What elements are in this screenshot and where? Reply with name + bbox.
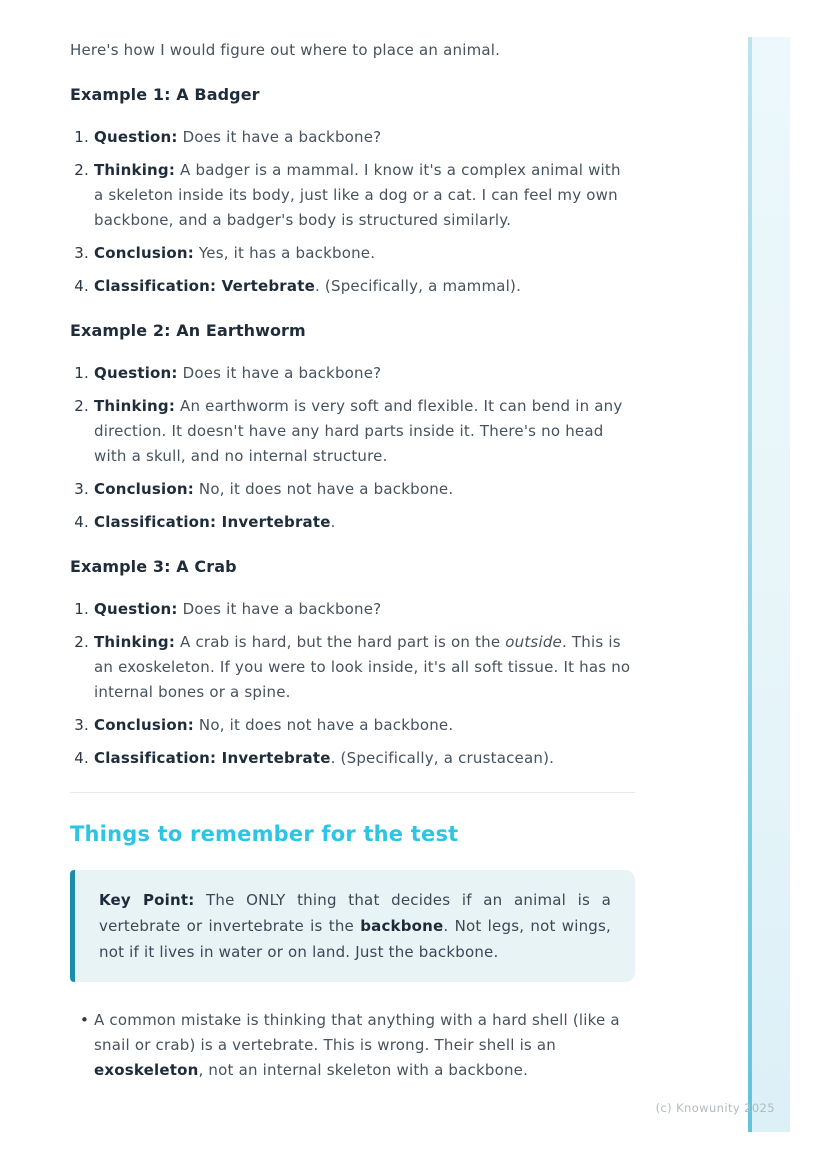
bullet-dot: • [80, 1011, 90, 1029]
list-item-text [94, 630, 635, 705]
example-steps-list [70, 597, 635, 771]
list-item [70, 746, 635, 771]
text: A badger is a mammal. I know it's a complex animal with a skeleton inside its body, just like a dog or a cat. I can feel my own backbone, and a badger's body is structured similarly. [94, 161, 621, 229]
list-item-text [94, 241, 375, 266]
list-item-text [94, 158, 635, 233]
list-item [70, 394, 635, 469]
list-item-text [94, 477, 453, 502]
text: The ONLY thing that decides if an animal is a vertebrate or invertebrate is the [99, 891, 611, 935]
bold-text: Conclusion: [94, 244, 194, 262]
text: Does it have a backbone? [177, 600, 382, 618]
text: , not an internal skeleton with a backbone. [198, 1061, 529, 1079]
list-item [70, 125, 635, 150]
list-item-text [94, 361, 381, 386]
text: . (Specifically, a mammal). [314, 277, 522, 295]
list-item-text [94, 125, 381, 150]
text: . This is an exoskeleton. If you were to look inside, it's all soft tissue. It has no internal bones or a spine. [94, 633, 631, 701]
text: No, it does not have a backbone. [193, 480, 454, 498]
text: An earthworm is very soft and flexible. It can bend in any direction. It doesn't have any hard parts inside it. There's no head with a skull, and no internal structure. [94, 397, 623, 465]
list-item [70, 630, 635, 705]
list-item [70, 241, 635, 266]
list-item [70, 274, 635, 299]
text: Does it have a backbone? [177, 128, 382, 146]
bold-text: Thinking: [94, 633, 176, 651]
bold-text: Thinking: [94, 161, 176, 179]
bold-text: Classification: Invertebrate [94, 513, 331, 531]
list-item-number: 2. [74, 397, 89, 415]
list-item [70, 597, 635, 622]
list-item-number: 3. [74, 716, 89, 734]
list-item-number: 3. [74, 244, 89, 262]
examples-container [70, 83, 635, 771]
bold-text: Question: [94, 600, 178, 618]
list-item [70, 361, 635, 386]
example-steps-list [70, 361, 635, 535]
list-item [70, 477, 635, 502]
text: Yes, it has a backbone. [193, 244, 376, 262]
italic-text: outside [505, 633, 562, 651]
key-point-callout [70, 870, 635, 982]
example-steps-list [70, 125, 635, 299]
copyright-footer: (c) Knowunity 2025 [655, 1101, 775, 1115]
text: No, it does not have a backbone. [193, 716, 454, 734]
bold-text: Thinking: [94, 397, 176, 415]
page-content [70, 0, 635, 1091]
list-item-number: 1. [74, 364, 89, 382]
bold-text: Classification: Vertebrate [94, 277, 315, 295]
list-item-text [94, 597, 381, 622]
bold-text: Key Point: [99, 891, 195, 909]
bullet-text [94, 1008, 635, 1083]
bold-text: Question: [94, 128, 178, 146]
example-heading: Example 2: An Earthworm [70, 321, 306, 340]
list-item [70, 158, 635, 233]
list-item-text [94, 713, 453, 738]
list-item [70, 713, 635, 738]
example-heading: Example 1: A Badger [70, 85, 260, 104]
text: . Not legs, not wings, not if it lives in water or on land. Just the backbone. [99, 917, 611, 961]
section-divider [70, 792, 635, 793]
bold-text: backbone [360, 917, 444, 935]
text: A crab is hard, but the hard part is on the [175, 633, 506, 651]
intro-paragraph: Here's how I would figure out where to place an animal. [70, 41, 501, 59]
text: . (Specifically, a crustacean). [330, 749, 555, 767]
list-item-text [94, 274, 521, 299]
list-item-number: 2. [74, 161, 89, 179]
list-item-text [94, 746, 554, 771]
text: Does it have a backbone? [177, 364, 382, 382]
list-item-text [94, 394, 635, 469]
list-item-number: 2. [74, 633, 89, 651]
list-item-number: 1. [74, 128, 89, 146]
list-item [70, 510, 635, 535]
page-edge-strip-line [748, 37, 752, 1132]
text: . [330, 513, 336, 531]
list-item-number: 4. [74, 513, 89, 531]
bold-text: Conclusion: [94, 480, 194, 498]
list-item-number: 1. [74, 600, 89, 618]
bold-text: Question: [94, 364, 178, 382]
bullet-list [70, 1008, 635, 1083]
section-heading: Things to remember for the test [70, 822, 459, 846]
bold-text: Conclusion: [94, 716, 194, 734]
list-item-number: 4. [74, 277, 89, 295]
key-point-text [99, 887, 611, 965]
page-edge-strip [752, 37, 790, 1132]
bold-text: Classification: Invertebrate [94, 749, 331, 767]
bullet-item [70, 1008, 635, 1083]
example-heading: Example 3: A Crab [70, 557, 237, 576]
list-item-number: 3. [74, 480, 89, 498]
bold-text: exoskeleton [94, 1061, 199, 1079]
text: A common mistake is thinking that anything with a hard shell (like a snail or crab) is a vertebrate. This is wrong. Their shell is an [94, 1011, 620, 1054]
list-item-text [94, 510, 336, 535]
list-item-number: 4. [74, 749, 89, 767]
